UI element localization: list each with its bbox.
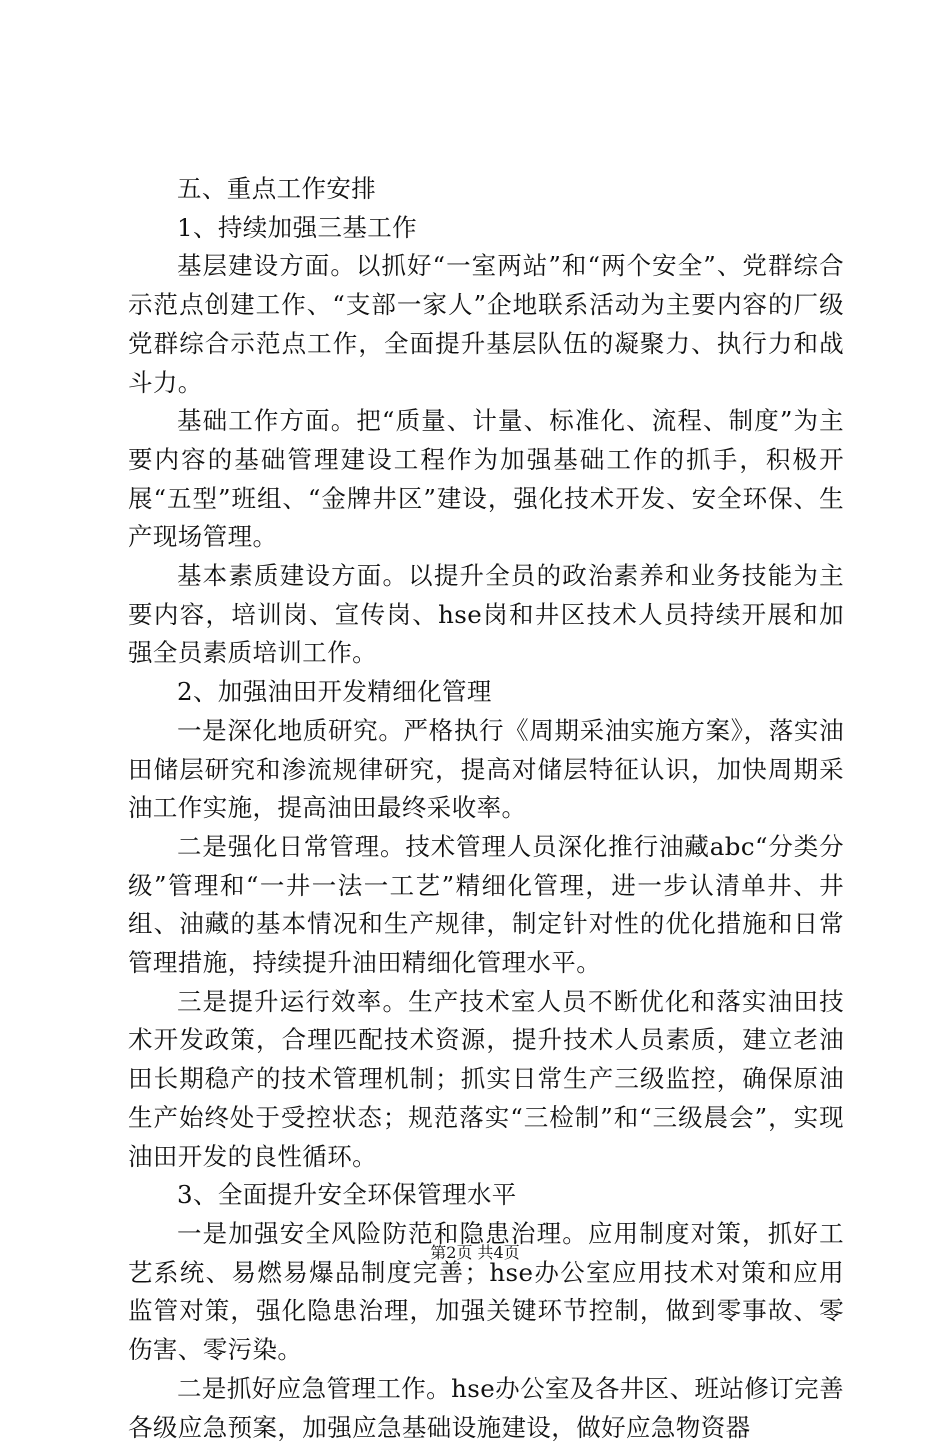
body-paragraph: 三是提升运行效率。生产技术室人员不断优化和落实油田技术开发政策，合理匹配技术资源，提升技术人员素质，建立老油田长期稳产的技术管理机制；抓实日常生产三级监控，确保原油生产始终处于受控状态；规范落实“三检制”和“三级晨会”，实现油田开发的良性循环。 bbox=[128, 986, 844, 1171]
body-paragraph: 基本素质建设方面。以提升全员的政治素养和业务技能为主要内容，培训岗、宣传岗、hse岗和井区技术人员持续开展和加强全员素质培训工作。 bbox=[128, 561, 844, 668]
subsection-heading: 1、持续加强三基工作 bbox=[177, 212, 418, 242]
subsection-heading: 3、全面提升安全环保管理水平 bbox=[177, 1180, 517, 1210]
body-paragraph: 基础工作方面。把“质量、计量、标准化、流程、制度”为主要内容的基础管理建设工程作为加强基础工作的抓手，积极开展“五型”班组、“金牌井区”建设，强化技术开发、安全环保、生产现场管理。 bbox=[128, 406, 844, 552]
body-paragraph: 二是强化日常管理。技术管理人员深化推行油藏abc“分类分级”管理和“一井一法一工艺”精细化管理，进一步认清单井、井组、油藏的基本情况和生产规律，制定针对性的优化措施和日常管理措施，持续提升油田精细化管理水平。 bbox=[128, 831, 844, 978]
page-footer bbox=[0, 1243, 950, 1263]
body-paragraph: 基层建设方面。以抓好“一室两站”和“两个安全”、党群综合示范点创建工作、“支部一家人”企地联系活动为主要内容的厂级党群综合示范点工作，全面提升基层队伍的凝聚力、执行力和战斗力。 bbox=[128, 251, 844, 397]
page-number: 第2页 共4页 bbox=[430, 1243, 520, 1262]
section-heading: 五、重点工作安排 bbox=[177, 174, 377, 203]
body-paragraph: 一是深化地质研究。严格执行《周期采油实施方案》，落实油田储层研究和渗流规律研究，提高对储层特征认识，加快周期采油工作实施，提高油田最终采收率。 bbox=[128, 715, 844, 823]
body-paragraph: 二是抓好应急管理工作。hse办公室及各井区、班站修订完善各级应急预案，加强应急基础设施建设，做好应急物资器 bbox=[128, 1373, 844, 1442]
body-paragraph: 一是加强安全风险防范和隐患治理。应用制度对策，抓好工艺系统、易燃易爆品制度完善；hse办公室应用技术对策和应用监管对策，强化隐患治理，加强关键环节控制，做到零事故、零伤害、零污染。 bbox=[128, 1218, 844, 1365]
subsection-heading: 2、加强油田开发精细化管理 bbox=[177, 677, 492, 707]
